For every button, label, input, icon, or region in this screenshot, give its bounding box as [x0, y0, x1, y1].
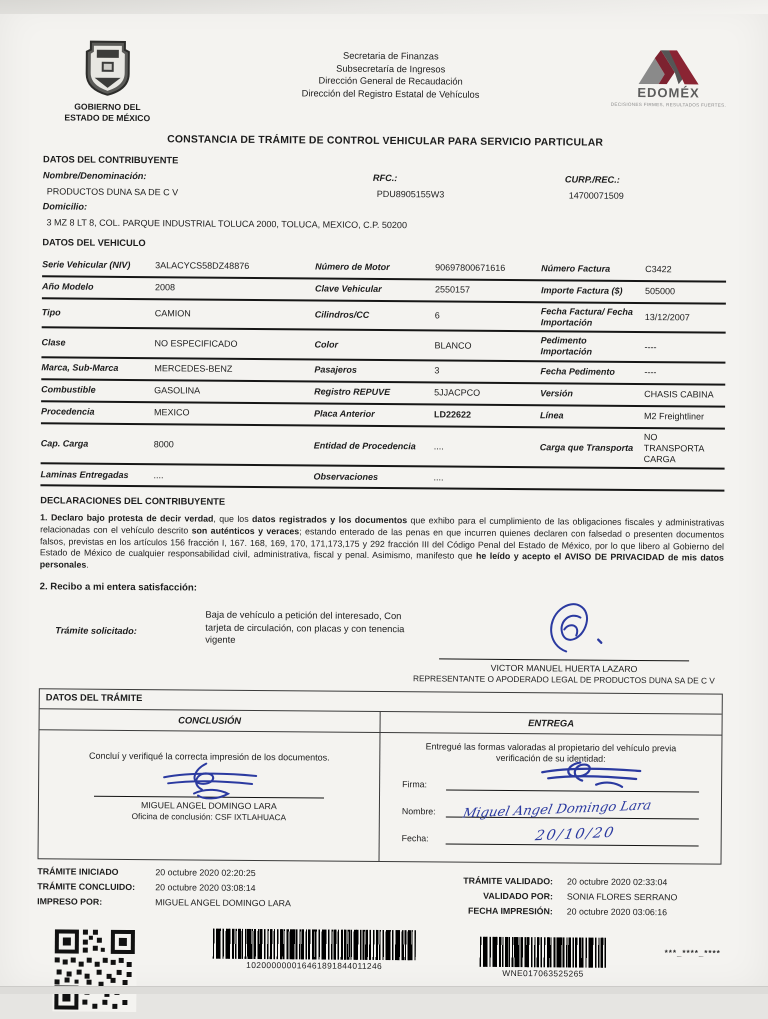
document-header — [43, 31, 728, 127]
field-label — [540, 479, 644, 480]
firma-label: Firma: — [402, 779, 446, 790]
field-value: ---- — [645, 342, 726, 354]
nombre-value: PRODUCTOS DUNA SA DE C V — [43, 186, 373, 200]
field-value: 505000 — [645, 287, 726, 299]
gobierno-line1: GOBIERNO DEL — [43, 102, 171, 113]
field-label: Tipo — [42, 308, 155, 320]
document-title: CONSTANCIA DE TRÁMITE DE CONTROL VEHICULAR PARA SERVICIO PARTICULAR — [43, 132, 727, 150]
tramite-solicitado-value: Baja de vehículo a petición del interesado, Con tarjeta de circulación, con placas y con tenencia vigente — [205, 608, 406, 683]
field-label: Carga que Transporta — [540, 442, 644, 454]
field-label: Registro REPUVE — [314, 387, 434, 399]
nombre-entrega-label: Nombre: — [402, 806, 446, 817]
meta-label: VALIDADO POR: — [393, 890, 567, 902]
field-label: Placa Anterior — [314, 409, 434, 421]
gobierno-line2: ESTADO DE MÉXICO — [43, 112, 171, 123]
table-row — [41, 424, 725, 470]
meta-label: TRÁMITE INICIADO — [37, 866, 155, 878]
barcode-primary — [213, 928, 416, 960]
scan-edge — [0, 986, 768, 994]
field-label: Número Factura — [541, 264, 645, 276]
meta-right — [393, 869, 722, 923]
field-value: CAMION — [155, 308, 315, 321]
field-label: Serie Vehicular (NIV) — [42, 260, 155, 272]
field-value: 13/12/2007 — [645, 312, 726, 324]
barcode-secondary — [480, 936, 607, 967]
firma-line — [446, 777, 699, 792]
nombre-label: Nombre/Denominación: — [43, 171, 373, 185]
barcode-primary-text: 102000000016461891844011246 — [213, 959, 416, 971]
field-label: Pedimento Importación — [540, 335, 644, 358]
curp-label: CURP./REC.: — [565, 175, 727, 188]
conclusion-signature-icon — [154, 759, 264, 807]
meta-value: 20 octubre 2020 02:33:04 — [567, 876, 667, 888]
field-value: 6 — [435, 311, 541, 323]
handwritten-name: Miguel Angel Domingo Lara — [461, 798, 653, 822]
meta-value: 20 octubre 2020 02:20:25 — [155, 867, 255, 879]
meta-value: 20 octubre 2020 03:06:16 — [567, 906, 667, 918]
table-row — [40, 465, 724, 492]
field-value: 90697800671616 — [435, 263, 541, 275]
field-label: Número de Motor — [315, 262, 435, 274]
domicilio-value: 3 MZ 8 LT 8, COL. PARQUE INDUSTRIAL TOLUCA 2000, TOLUCA, MEXICO, C.P. 50200 — [42, 217, 726, 234]
field-value: CHASIS CABINA — [644, 390, 725, 402]
entrega-header: ENTREGA — [381, 712, 722, 735]
field-label: Color — [315, 339, 435, 351]
vehicle-table — [40, 255, 726, 492]
meta-label: IMPRESO POR: — [37, 896, 155, 908]
meta-label: TRÁMITE VALIDADO: — [393, 875, 567, 887]
nombre-entrega-line — [446, 804, 699, 819]
meta-row — [393, 905, 721, 919]
domicilio-label: Domicilio: — [43, 202, 727, 219]
delivery-signature-icon — [536, 756, 646, 794]
field-value: .... — [153, 470, 313, 483]
section-declaraciones: DECLARACIONES DEL CONTRIBUYENTE — [40, 496, 724, 513]
field-value: ---- — [644, 368, 725, 380]
field-value: .... — [434, 441, 540, 453]
field-label: Combustible — [41, 385, 154, 397]
meta-row — [37, 881, 393, 895]
document-content — [36, 31, 728, 1016]
field-value: 2550157 — [435, 285, 541, 297]
meta-row — [393, 890, 721, 904]
field-label: Año Modelo — [42, 282, 155, 294]
agency-line: Dirección General de Recaudación — [172, 73, 610, 89]
agency-line: Dirección del Registro Estatal de Vehículos — [171, 86, 609, 102]
conclusion-name: MIGUEL ANGEL DOMINGO LARA — [53, 799, 365, 812]
fecha-entrega-label: Fecha: — [402, 833, 446, 844]
agency-line: Subsecretaría de Ingresos — [172, 61, 610, 77]
field-value: 3ALACYCS58DZ48876 — [155, 261, 315, 274]
conclusion-header: CONCLUSIÓN — [40, 709, 380, 732]
field-label: Fecha Factura/ Fecha Importación — [541, 306, 645, 329]
applicant-role: REPRESENTANTE O APODERADO LEGAL DE PRODUCTOS DUNA SA DE C V — [405, 673, 723, 686]
field-label: Clave Vehicular — [315, 284, 435, 296]
masked-folio: ***_****_**** — [665, 948, 721, 958]
field-value: NO ESPECIFICADO — [155, 338, 315, 351]
meta-label: TRÁMITE CONCLUIDO: — [37, 881, 155, 893]
field-label: Cap. Carga — [41, 438, 154, 450]
field-value: M2 Freightliner — [644, 412, 725, 424]
meta-label: FECHA IMPRESIÓN: — [393, 905, 567, 917]
field-value: 3 — [434, 366, 540, 378]
meta-value: 20 octubre 2020 03:08:14 — [155, 882, 255, 894]
field-label: Cilindros/CC — [315, 310, 435, 322]
field-label: Importe Factura ($) — [541, 286, 645, 298]
field-value: BLANCO — [435, 340, 541, 352]
datos-tramite-box — [38, 688, 723, 864]
fecha-entrega-line — [446, 831, 699, 846]
scan-edge — [0, 0, 768, 14]
field-label: Laminas Entregadas — [40, 470, 153, 482]
state-crest-block — [43, 31, 172, 123]
handwritten-date: 20/10/20 — [533, 825, 616, 846]
qr-code — [52, 927, 137, 1012]
field-value: 5JJACPCO — [434, 388, 540, 400]
meta-row — [37, 896, 393, 910]
agency-line: Secretaria de Finanzas — [172, 48, 610, 64]
curp-value: 14700071509 — [565, 190, 727, 203]
field-value: LD22622 — [434, 410, 540, 422]
declaration-paragraph: 1. Declaro bajo protesta de decir verdad, que los datos registrados y los documentos que exhibo para el cumplimiento de las obligaciones fiscales y administrativas relacionadas con el vehículo descrito son auténticos y veraces; estando enterado de las penas en que incurren quienes declaren con falsedad o presenten documentos falsos, previstas en los artículos 156 fracción I, 167. 168, 169, 170, 171,173,175 y 292 fracción III del Código Penal del Estado de México, por lo que libero al Gobierno del Estado de México de cualquier responsabilidad civil, administrativa, fiscal y penal. Asimismo, manifesto que he leído y acepto el AVISO DE PRIVACIDAD de mis datos personales. — [40, 512, 724, 576]
tramite-solicitado-label: Trámite solicitado: — [39, 607, 206, 682]
field-value: GASOLINA — [154, 386, 314, 399]
state-coat-of-arms-icon — [84, 88, 130, 98]
field-label: Versión — [540, 389, 644, 401]
edomex-tagline: DECISIONES FIRMES, RESULTADOS FUERTES. — [609, 101, 727, 108]
field-label: Fecha Pedimento — [540, 367, 644, 379]
field-value: MERCEDES-BENZ — [154, 364, 314, 377]
field-label: Marca, Sub-Marca — [41, 363, 154, 375]
rfc-value: PDU8905155W3 — [373, 189, 565, 202]
field-value: .... — [433, 473, 539, 485]
field-label: Clase — [42, 337, 155, 349]
field-value: C3422 — [645, 265, 726, 277]
edomex-wordmark: EDOMÉX — [609, 85, 727, 102]
barcode-secondary-text: WNE017063525265 — [480, 967, 607, 978]
field-label: Procedencia — [41, 407, 154, 419]
meta-value: MIGUEL ANGEL DOMINGO LARA — [155, 897, 291, 909]
meta-row — [393, 875, 721, 889]
field-value — [644, 480, 725, 481]
field-value: 2008 — [155, 283, 315, 296]
meta-row — [37, 866, 393, 880]
field-label: Observaciones — [313, 472, 433, 484]
meta-value: SONIA FLORES SERRANO — [567, 891, 678, 903]
field-label: Línea — [540, 411, 644, 423]
meta-left — [37, 866, 393, 920]
field-value: NO TRANSPORTA CARGA — [644, 432, 725, 466]
rfc-label: RFC.: — [373, 173, 565, 186]
field-label: Pasajeros — [314, 365, 434, 377]
declaration-item2: 2. Recibo a mi entera satisfacción: — [40, 581, 724, 598]
conclusion-office: Oficina de conclusión: CSF IXTLAHUACA — [53, 810, 365, 823]
applicant-name: VICTOR MANUEL HUERTA LAZARO — [405, 662, 723, 675]
section-datos-contribuyente: DATOS DEL CONTRIBUYENTE — [43, 154, 727, 171]
section-datos-vehiculo: DATOS DEL VEHICULO — [42, 237, 726, 254]
applicant-signature-line — [439, 658, 689, 661]
edomex-logo-block — [609, 36, 728, 108]
field-value: 8000 — [154, 439, 314, 452]
entrega-text: Entregué las formas valoradas al propietario del vehículo previa verificación de su identidad: — [402, 741, 699, 766]
section-datos-tramite: DATOS DEL TRÁMITE — [40, 689, 722, 714]
field-value: MEXICO — [154, 408, 314, 421]
field-label: Entidad de Procedencia — [314, 440, 434, 452]
conclusion-text: Concluí y verifiqué la correcta impresión de los documentos. — [53, 750, 365, 764]
agency-lines — [171, 32, 610, 102]
